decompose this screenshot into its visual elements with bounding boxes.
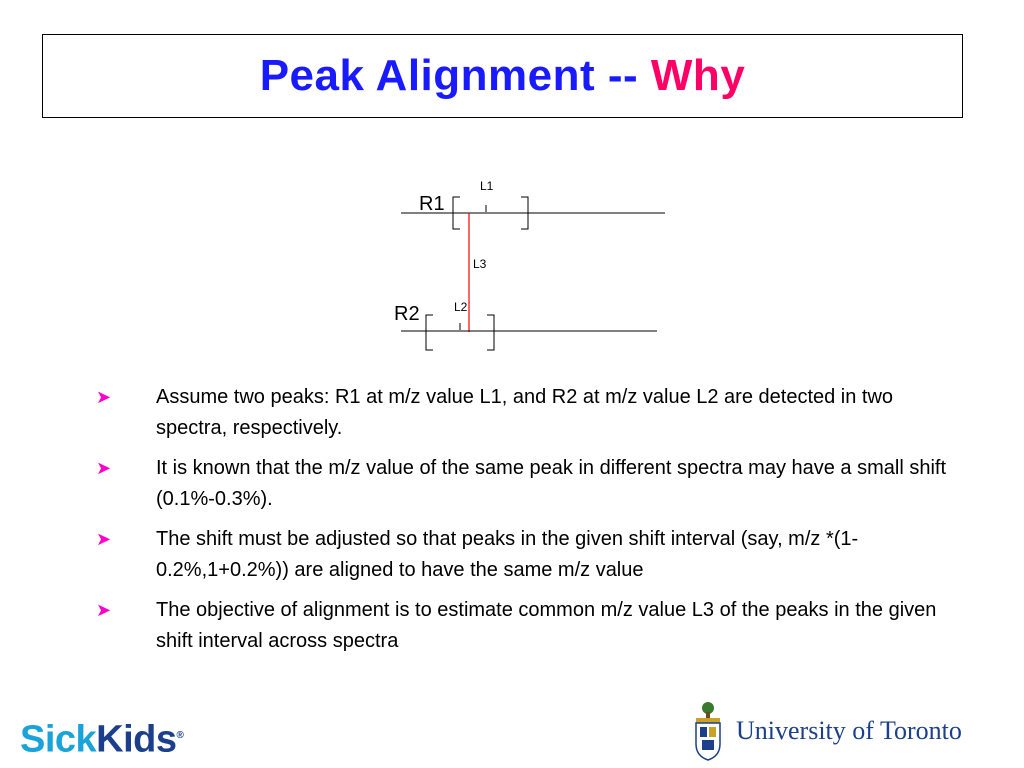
l1-label: L1 xyxy=(480,179,494,193)
r2-left-bracket xyxy=(426,315,433,350)
bullet-item xyxy=(96,524,956,586)
r1-label: R1 xyxy=(419,193,445,215)
sickkids-logo-sick: Sick xyxy=(20,718,97,761)
r1-left-bracket xyxy=(453,197,460,229)
l3-label: L3 xyxy=(473,257,487,271)
sickkids-logo xyxy=(20,712,183,764)
bullet-text: The shift must be adjusted so that peaks in the given shift interval (say, m/z *(1-0.2%,1+0.2%)) are aligned to have the same m/z value xyxy=(156,528,859,581)
bullet-item xyxy=(96,382,956,444)
r1-right-bracket xyxy=(521,197,528,229)
sickkids-logo-kids: Kids xyxy=(96,718,177,761)
bullet-text: The objective of alignment is to estimate common m/z value L3 of the peaks in the given shift interval across spectra xyxy=(156,599,937,652)
slide-title xyxy=(260,51,746,101)
arrow-bullet-icon: ➤ xyxy=(96,458,112,478)
arrow-bullet-icon: ➤ xyxy=(96,529,112,549)
title-accent: Why xyxy=(650,51,746,100)
arrow-bullet-icon: ➤ xyxy=(96,600,112,620)
uoft-logo xyxy=(690,700,962,762)
uoft-crest-icon xyxy=(690,700,726,762)
r2-right-bracket xyxy=(487,315,494,350)
sickkids-logo-registered: ® xyxy=(176,730,184,741)
bullet-list xyxy=(96,382,956,666)
l2-label: L2 xyxy=(454,300,468,314)
uoft-logo-text: University of Toronto xyxy=(736,716,962,745)
r2-label: R2 xyxy=(394,303,420,325)
title-main: Peak Alignment -- xyxy=(259,51,651,100)
bullet-item xyxy=(96,595,956,657)
title-box xyxy=(42,34,963,118)
bullet-item xyxy=(96,453,956,515)
bullet-text: It is known that the m/z value of the same peak in different spectra may have a small shift (0.1%-0.3%). xyxy=(156,457,947,510)
bullet-text: Assume two peaks: R1 at m/z value L1, and R2 at m/z value L2 are detected in two spectra, respectively. xyxy=(156,386,894,439)
arrow-bullet-icon: ➤ xyxy=(96,387,112,407)
